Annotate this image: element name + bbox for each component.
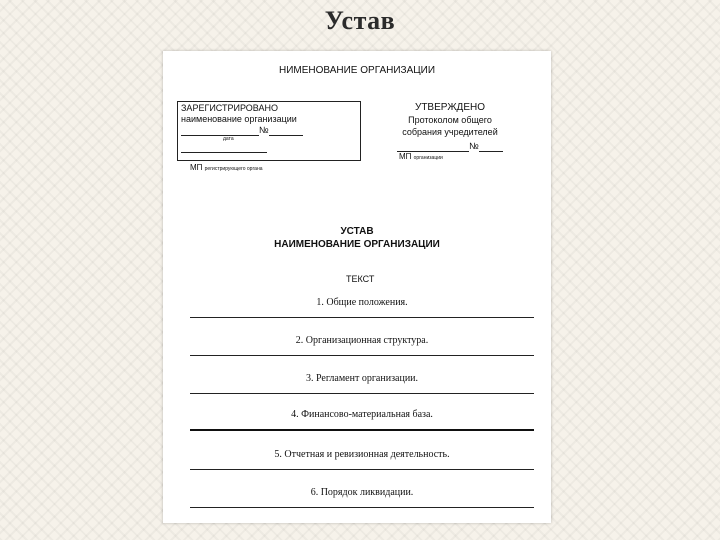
slide-title: Устав <box>324 6 396 35</box>
approved-title: УТВЕРЖДЕНО <box>414 102 486 113</box>
registered-title: ЗАРЕГИСТРИРОВАНО <box>181 103 278 113</box>
section-reporting-audit: 5. Отчетная и ревизионная деятельность. <box>190 449 534 470</box>
section-organizational-structure: 2. Организационная структура. <box>190 335 534 356</box>
stamp-registering-caption: регистрирующего органа <box>204 166 263 172</box>
section-financial-base: 4. Финансово-материальная база. <box>190 409 534 431</box>
stamp-registering-authority <box>190 163 263 172</box>
approved-date-blank <box>397 142 469 152</box>
charter-heading <box>163 225 551 251</box>
stamp-mp-label: МП <box>190 163 203 172</box>
text-label: ТЕКСТ <box>346 274 375 284</box>
section-general-provisions: 1. Общие положения. <box>190 297 534 318</box>
stamp-organization <box>399 152 443 161</box>
signature-line <box>181 142 267 153</box>
section-regulations: 3. Регламент организации. <box>190 373 534 394</box>
approved-line-2: собрания учредителей <box>402 127 498 137</box>
registered-box <box>177 101 361 161</box>
document-page <box>163 51 551 523</box>
approved-block <box>385 102 515 152</box>
approved-number-row <box>385 140 515 152</box>
date-blank <box>181 126 259 136</box>
approved-number-sign: № <box>469 141 479 151</box>
charter-subtitle: НАИМЕНОВАНИЕ ОРГАНИЗАЦИИ <box>274 239 440 250</box>
date-caption: дата <box>223 136 234 142</box>
registered-number-sign: № <box>259 125 269 135</box>
approved-number-blank <box>479 142 503 152</box>
registered-org-line: наименование организации <box>181 114 297 124</box>
registered-number-row <box>181 125 357 136</box>
approved-line-1: Протоколом общего <box>408 115 492 125</box>
stamp-organization-caption: организации <box>413 155 443 161</box>
stamp-org-mp-label: МП <box>399 152 412 161</box>
organization-heading: НИМЕНОВАНИЕ ОРГАНИЗАЦИИ <box>278 65 436 76</box>
number-blank <box>269 126 303 136</box>
section-liquidation: 6. Порядок ликвидации. <box>190 487 534 508</box>
charter-title: УСТАВ <box>340 226 374 237</box>
